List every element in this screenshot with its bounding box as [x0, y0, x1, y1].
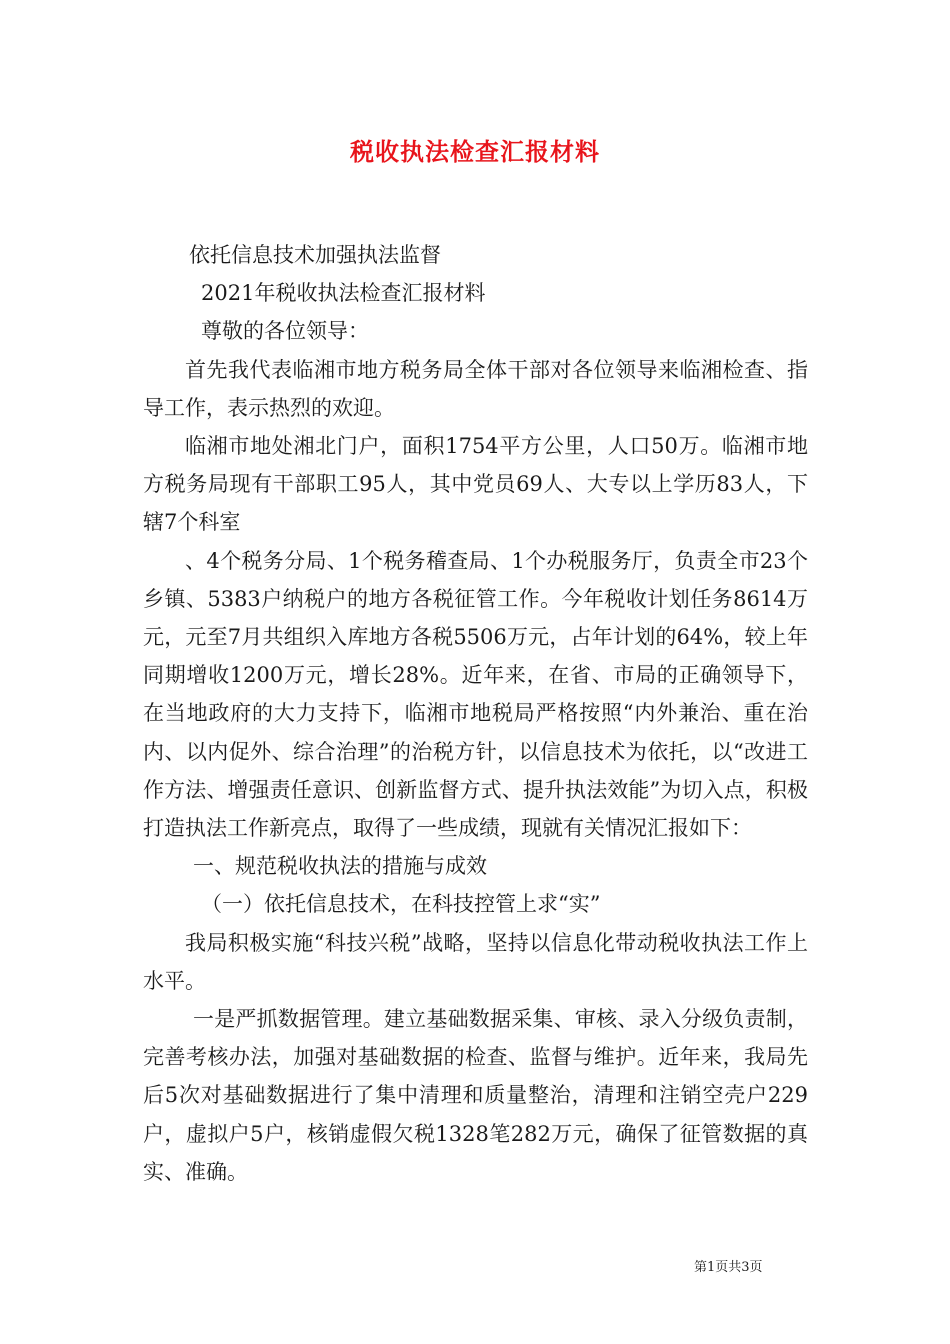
subsection-heading-1: （一）依托信息技术，在科技控管上求“实”: [201, 892, 601, 917]
paragraph-overview-continued: 、4个税务分局、1个税务稽查局、1个办税服务厅，负责全市23个乡镇、5383户纳税户的地方各税征管工作。今年税收计划任务8614万元，元至7月共组织入库地方各税5506万元，占年计划的64%，较上年同期增收1200万元，增长28%。近年来，在省、市局的正确领导下，在当地政府的大力支持下，临湘市地税局严格按照“内外兼治、重在治内、以内促外、综合治理”的治税方针，以信息技术为依托，以“改进工作方法、增强责任意识、创新监督方式、提升执法效能”为切入点，积极打造执法工作新亮点，取得了一些成绩，现就有关情况汇报如下：: [143, 548, 808, 841]
paragraph-overview: 临湘市地处湘北门户，面积1754平方公里，人口50万。临湘市地方税务局现有干部职工95人，其中党员69人、大专以上学历83人，下辖7个科室: [143, 434, 808, 535]
document-title: 税收执法检查汇报材料: [350, 137, 600, 166]
paragraph-salutation: 尊敬的各位领导：: [201, 319, 369, 344]
page-number: 第1页共3页: [694, 1260, 763, 1275]
paragraph-subtitle: 依托信息技术加强执法监督: [189, 243, 441, 267]
paragraph-data-management: 一是严抓数据管理。建立基础数据采集、审核、录入分级负责制，完善考核办法，加强对基础数据的检查、监督与维护。近年来，我局先后5次对基础数据进行了集中清理和质量整治，清理和注销空壳户229户，虚拟户5户，核销虚假欠税1328笔282万元，确保了征管数据的真实、准确。: [143, 1007, 808, 1184]
document-body: [143, 236, 808, 1191]
paragraph-strategy: 我局积极实施“科技兴税”战略，坚持以信息化带动税收执法工作上水平。: [143, 930, 808, 993]
paragraph-welcome: 首先我代表临湘市地方税务局全体干部对各位领导来临湘检查、指导工作，表示热烈的欢迎。: [143, 357, 808, 420]
section-heading-1: 一、规范税收执法的措施与成效: [193, 854, 487, 879]
paragraph-report-title: 2021年税收执法检查汇报材料: [201, 281, 486, 306]
